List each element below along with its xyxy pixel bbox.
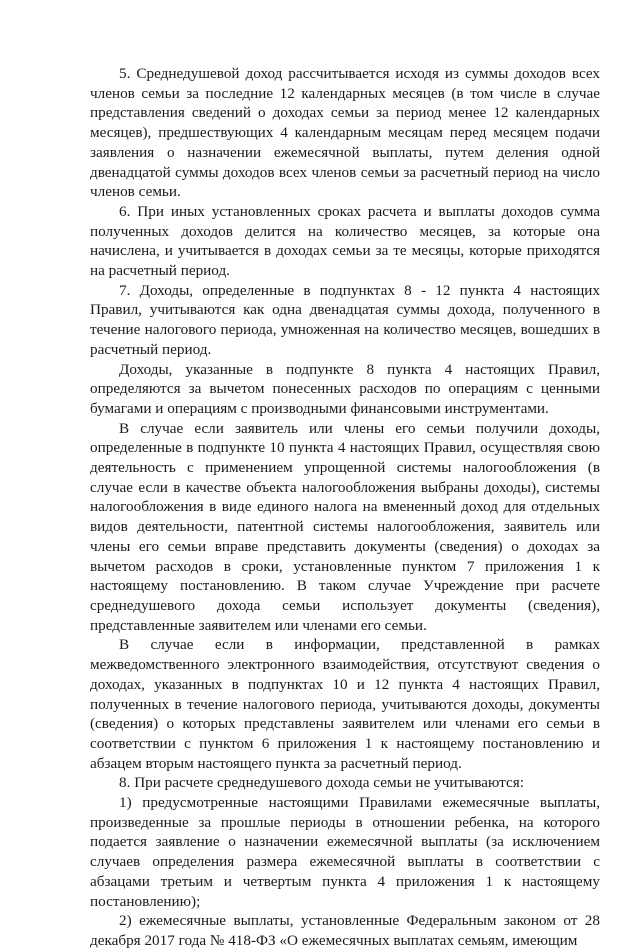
document-page [90, 64, 600, 951]
paragraph-item-5: 5. Среднедушевой доход рассчитывается исходя из суммы доходов всех членов семьи за последние 12 календарных месяцев (в том числе в случае представления сведений о доходах семьи за период менее 12 календарных месяцев), предшествующих 4 календарным месяцам перед месяцем подачи заявления о назначении ежемесячной выплаты, путем деления одной двенадцатой суммы доходов всех членов семьи за расчетный период на число членов семьи. [90, 65, 600, 201]
paragraph-item-7: 7. Доходы, определенные в подпунктах 8 - 12 пункта 4 настоящих Правил, учитываются как одна двенадцатая суммы дохода, полученного в течение налогового периода, умноженная на количество месяцев, вошедших в расчетный период. [90, 281, 600, 358]
paragraph-simplified-tax: В случае если заявитель или члены его семьи получили доходы, определенные в подпункте 10 пункта 4 настоящих Правил, осуществляя свою деятельность с применением упрощенной системы налогообложения (в случае если в качестве объекта налогообложения выбраны доходы), системы налогообложения в виде единого налога на вмененный доход для отдельных видов деятельности, патентной системы налогообложения, заявитель или члены его семьи вправе представить документы (сведения) о доходах за вычетом расходов в сроки, установленные пунктом 7 приложения 1 к настоящему постановлению. В таком случае Учреждение при расчете среднедушевого дохода семьи использует документы (сведения), представленные заявителем или членами его семьи. [90, 419, 600, 634]
paragraph-subitem-1: 1) предусмотренные настоящими Правилами ежемесячные выплаты, произведенные за прошлые периоды в отношении ребенка, на которого подается заявление о назначении ежемесячной выплаты (за исключением случаев определения размера ежемесячной выплаты в соответствии с абзацами третьим и четвертым пункта 4 приложения 1 к настоящему постановлению); [90, 794, 600, 910]
paragraph-item-6: 6. При иных установленных сроках расчета и выплаты доходов сумма полученных доходов делится на количество месяцев, за которые она начислена, и учитывается в доходах семьи за те месяцы, которые приходятся на расчетный период. [90, 202, 600, 280]
paragraph-subitem-2: 2) ежемесячные выплаты, установленные Федеральным законом от 28 декабря 2017 года № 418-ФЗ «О ежемесячных выплатах семьям, имеющим [90, 912, 600, 949]
paragraph-securities-income: Доходы, указанные в подпункте 8 пункта 4 настоящих Правил, определяются за вычетом понесенных расходов по операциям с ценными бумагами и операциям с производными финансовыми инструментами. [90, 360, 600, 417]
paragraph-interagency-info: В случае если в информации, представленной в рамках межведомственного электронного взаимодействия, отсутствуют сведения о доходах, указанных в подпунктах 10 и 12 пункта 4 настоящих Правил, полученных в течение налогового периода, учитываются доходы, документы (сведения) о которых представлены заявителем или членами его семьи в соответствии с пунктом 6 приложения 1 к настоящему постановлению и абзацем вторым настоящего пункта за расчетный период. [90, 636, 600, 772]
paragraph-item-8: 8. При расчете среднедушевого дохода семьи не учитываются: [119, 774, 524, 792]
